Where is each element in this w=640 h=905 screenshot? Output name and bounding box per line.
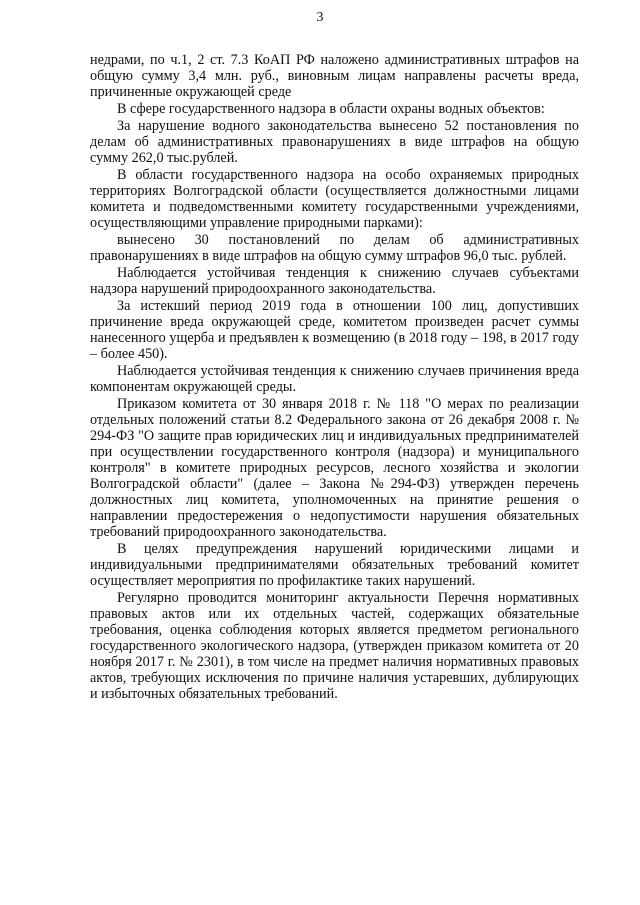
paragraph-trend-violations: Наблюдается устойчивая тенденция к снижению случаев субъектами надзора нарушений природоохранного законодательства. — [90, 265, 579, 297]
paragraph-trend-harm: Наблюдается устойчивая тенденция к снижению случаев причинения вреда компонентам окружающей среды. — [90, 363, 579, 395]
paragraph-order-118: Приказом комитета от 30 января 2018 г. № 118 "О мерах по реализации отдельных положений статьи 8.2 Федерального закона от 26 декабря 2008 г. № 294-ФЗ "О защите прав юридических лиц и индивидуальных предпринимателей при осуществлении государственного контроля (надзора) и муниципального контроля" в комитете природных ресурсов, лесного хозяйства и экологии Волгоградской области" (далее – Закона №294-ФЗ) утвержден перечень должностных лиц комитета, уполномоченных на принятие решения о направлении предостережения о недопустимости нарушения обязательных требований природоохранного законодательства. — [90, 396, 579, 540]
paragraph-water-supervision-heading: В сфере государственного надзора в области охраны водных объектов: — [117, 101, 545, 117]
paragraph-damage-calculation: За истекший период 2019 года в отношении 100 лиц, допустивших причинение вреда окружающей среде, комитетом произведен расчет суммы нанесенного ущерба и предъявлен к возмещению (в 2018 году – 198, в 2017 году – более 450). — [90, 298, 579, 362]
paragraph-prevention: В целях предупреждения нарушений юридическими лицами и индивидуальными предпринимателями обязательных требований комитет осуществляет мероприятия по профилактике таких нарушений. — [90, 541, 579, 589]
document-body — [90, 52, 579, 703]
paragraph-monitoring: Регулярно проводится мониторинг актуальности Перечня нормативных правовых актов или их отдельных частей, содержащих обязательные требования, оценка соблюдения которых является предметом регионального государственного экологического надзора, (утвержден приказом комитета от 20 ноября 2017 г. № 2301), в том числе на предмет наличия нормативных правовых актов, требующих исключения по причине наличия устаревших, дублирующих и избыточных обязательных требований. — [90, 590, 579, 702]
paragraph-water-violations: За нарушение водного законодательства вынесено 52 постановления по делам об административных правонарушениях в виде штрафов на общую сумму 262,0 тыс.рублей. — [90, 118, 579, 166]
page-number: 3 — [316, 10, 324, 25]
paragraph-protected-areas: В области государственного надзора на особо охраняемых природных территориях Волгоградской области (осуществляется должностными лицами комитета и подведомственными комитету государственными учреждениями, осуществляющими управление природными парками): — [90, 167, 579, 231]
paragraph-protected-areas-fines: вынесено 30 постановлений по делам об административных правонарушениях в виде штрафов на общую сумму штрафов 96,0 тыс. рублей. — [90, 232, 579, 264]
paragraph-continuation: недрами, по ч.1, 2 ст. 7.3 КоАП РФ наложено административных штрафов на общую сумму 3,4 млн. руб., виновным лицам направлены расчеты вреда, причиненные окружающей среде — [90, 52, 579, 100]
